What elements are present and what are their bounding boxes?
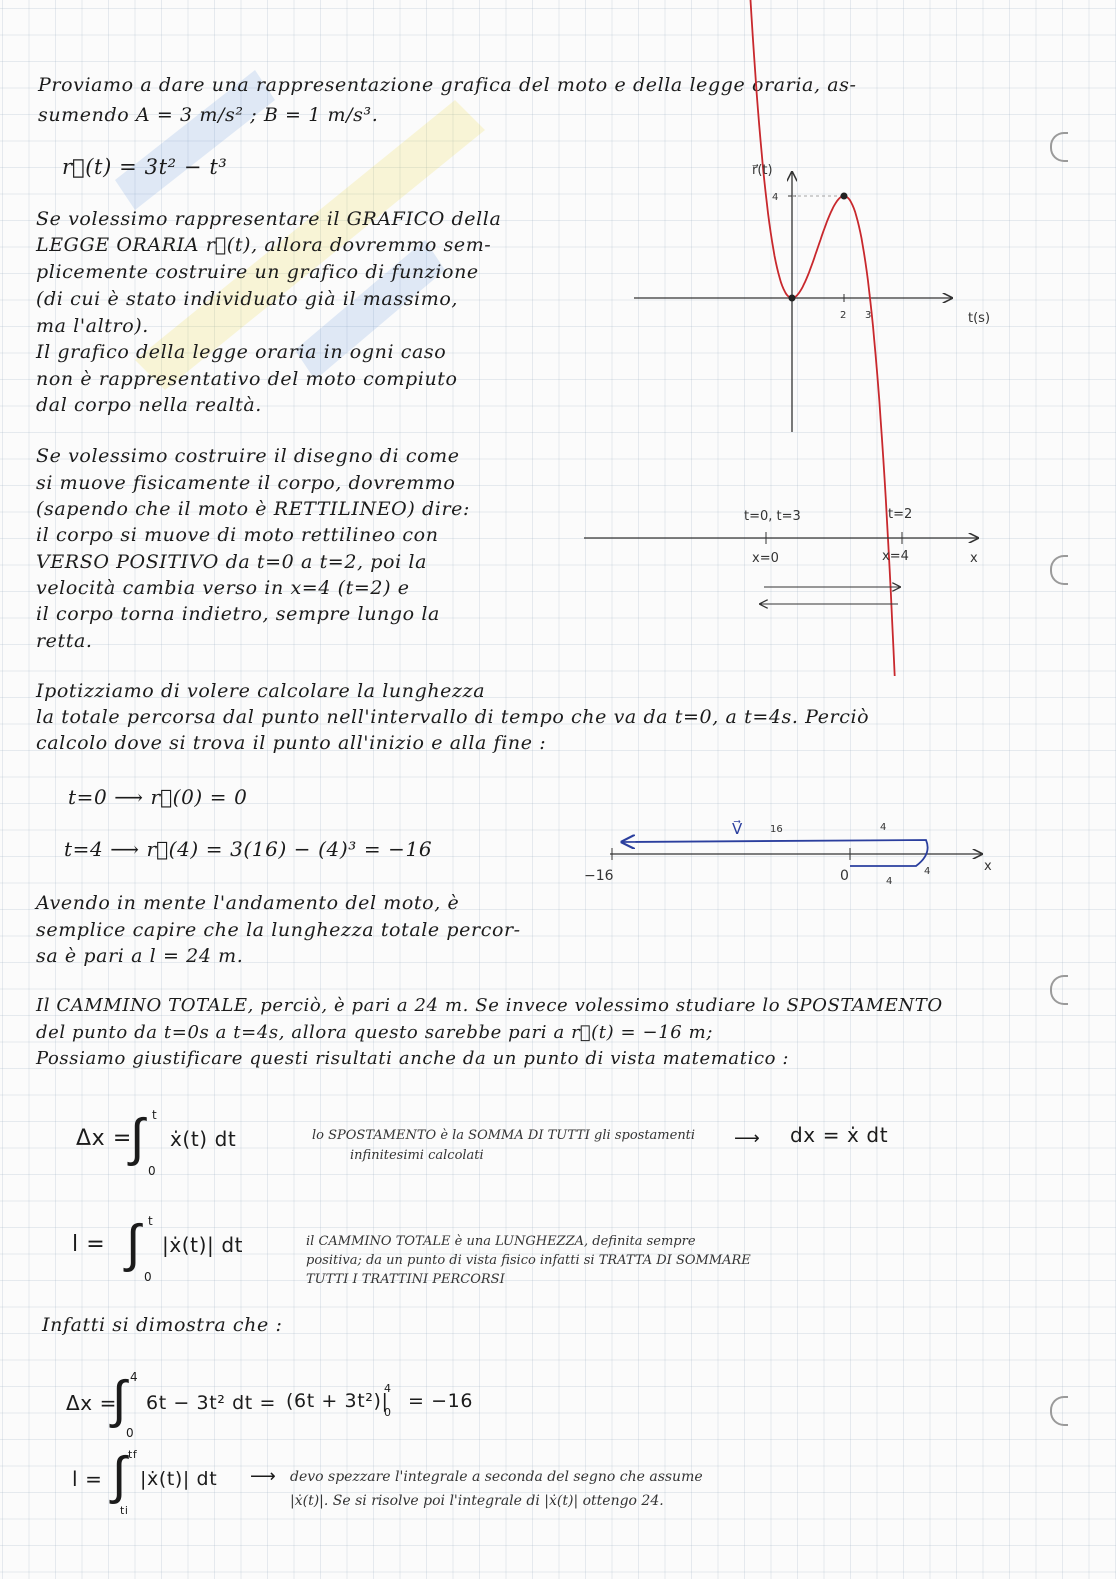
motion-label-x4: x=4 (882, 549, 909, 564)
intro-line-1: Proviamo a dare una rappresentazione grafica del moto e della legge oraria, as- (38, 74, 857, 96)
graph-x-tick-label-2: 2 (840, 310, 847, 321)
dx-arrow: ⟶ (734, 1128, 761, 1149)
motion-text-line: il corpo torna indietro, sempre lungo la (36, 603, 440, 625)
motion-label-x0: x=0 (752, 551, 779, 566)
path-v-label: V⃗ (732, 820, 743, 838)
motion-axis-label: x (970, 551, 978, 566)
motion-line-diagram (580, 500, 1000, 620)
l-calc-integrand: |ẋ(t)| dt (140, 1468, 218, 1490)
l-note-line: positiva; da un punto di vista fisico infatti si TRATTA DI SOMMARE (306, 1253, 751, 1268)
law-equation: r⃗(t) = 3t² − t³ (62, 155, 228, 179)
motion-text-line: il corpo si muove di moto rettilineo con (36, 524, 439, 546)
motion-text-line: retta. (36, 630, 93, 652)
l-note-line: il CAMMINO TOTALE è una LUNGHEZZA, definita sempre (306, 1234, 696, 1249)
dx-right: dx = ẋ dt (790, 1123, 889, 1147)
graph-y-label: r⃗(t) (752, 163, 773, 178)
graph-text-line: LEGGE ORARIA r⃗(t), allora dovremmo sem- (36, 234, 492, 256)
dx-calc-integrand: 6t − 3t² dt = (146, 1392, 277, 1414)
graph-text-line: ma l'altro). (36, 315, 149, 337)
infatti-line: Infatti si dimostra che : (42, 1314, 283, 1336)
cammino-line: del punto da t=0s a t=4s, allora questo sarebbe pari a r⃗(t) = −16 m; (36, 1022, 713, 1043)
l-calc-arrow: ⟶ (250, 1466, 277, 1487)
hypothesis-line: Ipotizziamo di volere calcolare la lunghezza (36, 680, 486, 702)
path-label-4-top: 4 (880, 822, 887, 833)
graph-text-line: plicemente costruire un grafico di funzione (36, 261, 479, 283)
motion-label-t2: t=2 (888, 507, 913, 522)
path-label-16: 16 (770, 824, 783, 835)
dx-calc-primitive: (6t + 3t²)| (286, 1390, 389, 1412)
dx-upper: t (152, 1108, 158, 1122)
graph-text-line: (di cui è stato individuato già il massimo, (36, 288, 459, 310)
dx-lower: 0 (148, 1164, 157, 1178)
cammino-line: Possiamo giustificare questi risultati anche da un punto di vista matematico : (36, 1048, 790, 1069)
avendo-line: sa è pari a l = 24 m. (36, 945, 244, 967)
l-upper: t (148, 1214, 154, 1228)
l-integrand: |ẋ(t)| dt (162, 1233, 244, 1257)
integral-sign: ∫ (130, 1108, 145, 1168)
integral-sign: ∫ (126, 1214, 141, 1274)
l-lhs: l = (72, 1232, 106, 1257)
path-tick-label-0: 0 (840, 868, 849, 884)
dx-integrand: ẋ(t) dt (170, 1127, 237, 1151)
cammino-line: Il CAMMINO TOTALE, perciò, è pari a 24 m. Se invece volessimo studiare lo SPOSTAMENTO (36, 995, 943, 1016)
path-tick-label-m16: −16 (584, 868, 614, 884)
binder-ring (1050, 132, 1068, 162)
motion-text-line: Se volessimo costruire il disegno di come (36, 445, 460, 467)
graph-text-line: Se volessimo rappresentare il GRAFICO della (36, 208, 502, 230)
binder-ring (1050, 975, 1068, 1005)
avendo-line: semplice capire che la lunghezza totale percor- (36, 919, 521, 941)
dx-calc-bound-hi: 4 (384, 1382, 392, 1395)
dx-note-line: lo SPOSTAMENTO è la SOMMA DI TUTTI gli spostamenti (312, 1128, 696, 1143)
binder-ring (1050, 1396, 1068, 1426)
dx-lhs: Δx = (76, 1126, 132, 1151)
graph-text-line: Il grafico della legge oraria in ogni caso (36, 341, 447, 363)
trajectory-path (622, 840, 928, 866)
dx-calc-bound-lo: 0 (384, 1406, 392, 1419)
intro-line-2: sumendo A = 3 m/s² ; B = 1 m/s³. (38, 104, 379, 126)
path-axis-label: x (984, 859, 992, 874)
path-label-4-bottom: 4 (886, 876, 893, 887)
maximum-point (841, 193, 848, 200)
l-calc-lhs: l = (72, 1467, 103, 1491)
dx-calc-upper: 4 (130, 1370, 139, 1384)
motion-text-line: velocità cambia verso in x=4 (t=2) e (36, 577, 410, 599)
l-calc-note-line: |ẋ(t)|. Se si risolve poi l'integrale di |ẋ(t)| ottengo 24. (290, 1493, 664, 1509)
equation-t0: t=0 ⟶ r⃗(0) = 0 (68, 785, 248, 809)
graph-y-tick-label: 4 (772, 192, 779, 203)
dx-note-line: infinitesimi calcolati (350, 1148, 484, 1163)
graph-text-line: non è rappresentativo del moto compiuto (36, 368, 458, 390)
equation-t4: t=4 ⟶ r⃗(4) = 3(16) − (4)³ = −16 (64, 837, 433, 861)
path-diagram (580, 810, 1000, 890)
hypothesis-line: la totale percorsa dal punto nell'intervallo di tempo che va da t=0, a t=4s. Perciò (36, 706, 870, 728)
l-note-line: TUTTI I TRATTINI PERCORSI (306, 1272, 505, 1287)
motion-text-line: (sapendo che il moto è RETTILINEO) dire: (36, 498, 470, 520)
path-tick-label-4: 4 (924, 866, 931, 877)
l-calc-upper: tf (128, 1448, 138, 1461)
graph-x-label: t(s) (968, 311, 991, 326)
dx-calc-lhs: Δx = (66, 1391, 118, 1415)
graph-text-line: dal corpo nella realtà. (36, 394, 262, 416)
l-calc-lower: ti (120, 1504, 129, 1517)
integral-sign: ∫ (112, 1446, 127, 1506)
dx-calc-lower: 0 (126, 1426, 135, 1440)
l-calc-note-line: devo spezzare l'integrale a seconda del segno che assume (290, 1469, 703, 1485)
motion-text-line: VERSO POSITIVO da t=0 a t=2, poi la (36, 551, 428, 573)
l-lower: 0 (144, 1270, 153, 1284)
origin-point (789, 295, 796, 302)
dx-calc-result: = −16 (408, 1390, 474, 1412)
motion-text-line: si muove fisicamente il corpo, dovremmo (36, 472, 456, 494)
hypothesis-line: calcolo dove si trova il punto all'inizio e alla fine : (36, 732, 547, 754)
avendo-line: Avendo in mente l'andamento del moto, è (36, 892, 460, 914)
motion-label-t0-t3: t=0, t=3 (744, 509, 801, 524)
binder-ring (1050, 555, 1068, 585)
integral-sign: ∫ (112, 1370, 127, 1430)
graph-x-tick-label-3: 3 (865, 310, 872, 321)
law-graph (630, 150, 990, 440)
